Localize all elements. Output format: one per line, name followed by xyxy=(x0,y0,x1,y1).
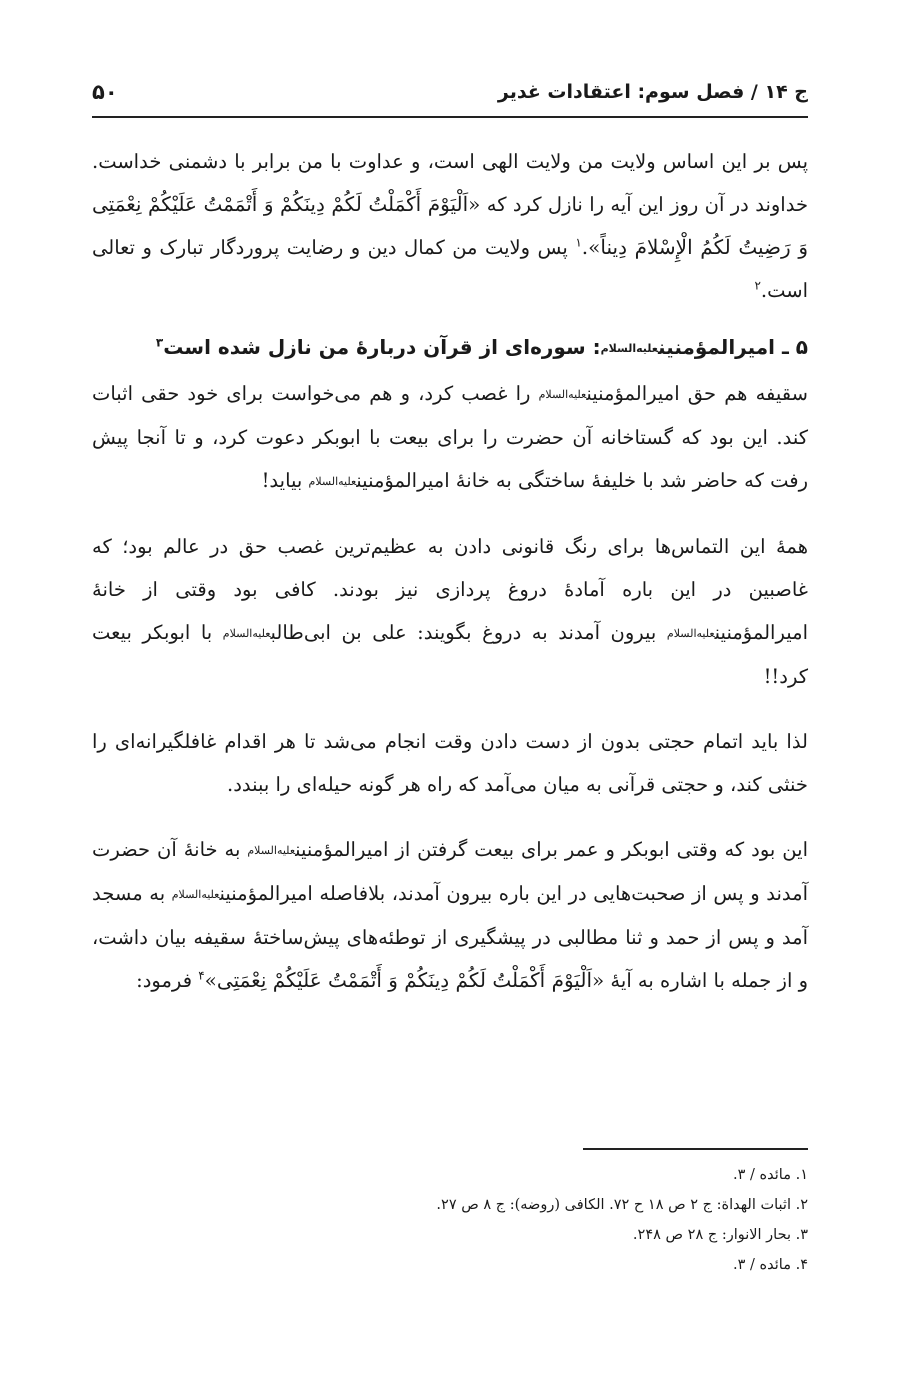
page-number: ۵۰ xyxy=(92,80,118,104)
paragraph-text: فرمود: xyxy=(136,969,199,992)
quran-quote: «اَلْیَوْمَ أَکْمَلْتُ لَکُمْ دِینَکُمْ وَ أَتْمَمْتُ عَلَیْکُمْ نِعْمَتِی» xyxy=(204,968,605,992)
paragraph-4 xyxy=(92,720,808,806)
body-text xyxy=(92,140,808,1002)
heading-text: : سوره‌ای از قرآن دربارهٔ من نازل شده است xyxy=(163,335,601,359)
footnote-ref: ۴ xyxy=(198,968,205,983)
book-page xyxy=(92,0,808,1390)
footnote-item: ۴. مائده / ۳. xyxy=(733,1257,808,1273)
paragraph-text: با ابوبکر بیعت کرد!! xyxy=(92,621,808,688)
footnote-ref: ۲ xyxy=(754,278,761,293)
paragraph-text: همهٔ این التماس‌ها برای رنگ قانونی دادن به عظیم‌ترین غصب حق در عالم بود؛ که غاصبین در این باره آمادهٔ دروغ پردازی نیز بودند. کافی بود وقتی از خانهٔ امیرالمؤمنین xyxy=(92,535,808,644)
honorific-mark: علیه‌السلام xyxy=(308,475,357,488)
footnote-ref: ۳ xyxy=(155,335,164,350)
honorific-mark: علیه‌السلام xyxy=(538,388,587,401)
running-head xyxy=(92,72,808,112)
footnote-ref: ۱ xyxy=(575,235,582,250)
quran-quote: «اَلْیَوْمَ أَکْمَلْتُ لَکُمْ دِینَکُمْ وَ أَتْمَمْتُ عَلَیْکُمْ نِعْمَتِی وَ رَضِیتُ لَکُمُ الْإِسْلامَ دِیناً». xyxy=(92,192,808,259)
footnote-item: ۲. اثبات الهداة: ج ۲ ص ۱۸ ح ۷۲. الکافی (روضه): ج ۸ ص ۲۷. xyxy=(436,1197,808,1213)
honorific-mark: علیه‌السلام xyxy=(171,888,220,901)
paragraph-2 xyxy=(92,372,808,503)
paragraph-text: پس ولایت من کمال دین و رضایت پروردگار تبارک و تعالی است. xyxy=(92,236,808,302)
paragraph-text: بیرون آمدند به دروغ بگویند: علی بن ابی‌طالب xyxy=(270,621,667,644)
paragraph-text: به خانهٔ آن حضرت آمدند و پس از صحبت‌هایی در این باره بیرون آمدند، بلافاصله امیرالمؤمنین xyxy=(92,838,808,905)
header-rule xyxy=(92,116,808,118)
honorific-mark: علیه‌السلام xyxy=(600,342,658,355)
running-title: ج ۱۴ / فصل سوم: اعتقادات غدیر xyxy=(497,81,808,103)
paragraph-3 xyxy=(92,525,808,698)
paragraph-5 xyxy=(92,828,808,1002)
section-heading xyxy=(92,326,808,370)
paragraph-text: سقیفه هم حق امیرالمؤمنین xyxy=(586,382,808,405)
footnote-item: ۳. بحار الانوار: ج ۲۸ ص ۲۴۸. xyxy=(632,1227,808,1243)
paragraph-text: به مسجد آمد و پس از حمد و ثنا مطالبی در پیشگیری از توطئه‌های پیش‌ساختهٔ سقیفه بیان داشت، و از جمله با اشاره به آیهٔ xyxy=(92,882,808,992)
paragraph-text: لذا باید اتمام حجتی بدون از دست دادن وقت انجام می‌شد تا هر اقدام غافلگیرانه‌ای را خنثی کند، و حجتی قرآنی به میان می‌آمد که راه هر گونه حیله‌ای را ببندد. xyxy=(92,730,808,796)
footnote-item: ۱. مائده / ۳. xyxy=(733,1167,808,1183)
honorific-mark: علیه‌السلام xyxy=(247,844,296,857)
paragraph-text: را غصب کرد، و هم می‌خواست برای خود حقی اثبات کند. این بود که گستاخانه آن حضرت را برای بیعت با ابوبکر دعوت کرد، و تا آنجا پیش رفت که حاضر شد با خلیفهٔ ساختگی به خانهٔ امیرالمؤمنین xyxy=(92,382,808,492)
heading-text: ۵ ـ امیرالمؤمنین xyxy=(657,335,808,359)
footnotes xyxy=(92,1160,808,1280)
paragraph-text: این بود که وقتی ابوبکر و عمر برای بیعت گرفتن از امیرالمؤمنین xyxy=(295,838,808,861)
paragraph-text: بیاید! xyxy=(261,469,309,492)
honorific-mark: علیه‌السلام xyxy=(222,627,271,640)
honorific-mark: علیه‌السلام xyxy=(666,627,715,640)
paragraph-text: پس بر این اساس ولایت من ولایت الهی است، و عداوت با من برابر با دشمنی خداست. خداوند در آن روز این آیه را نازل کرد که xyxy=(92,150,808,216)
paragraph-1 xyxy=(92,140,808,312)
footnote-rule xyxy=(583,1148,808,1150)
